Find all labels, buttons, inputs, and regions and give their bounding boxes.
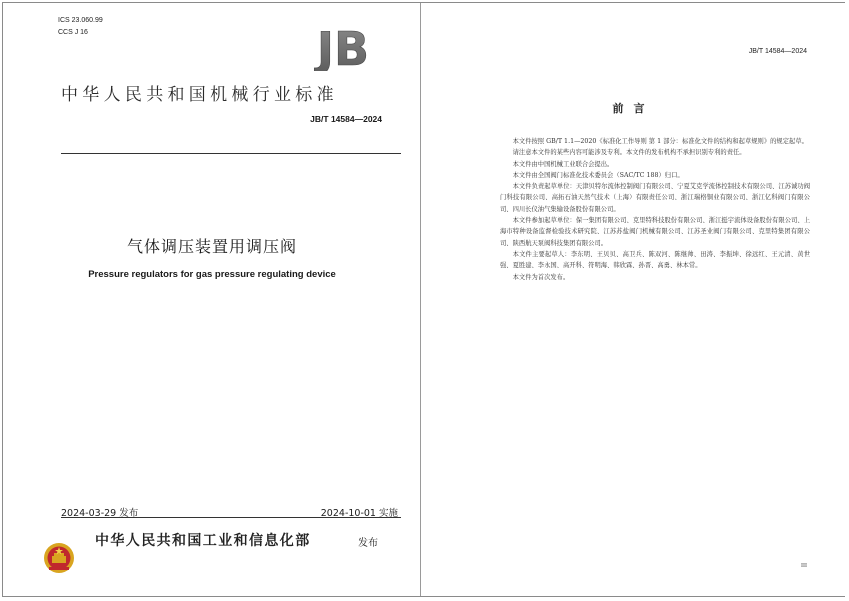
- bottom-divider: [61, 517, 401, 518]
- top-divider: [61, 153, 401, 154]
- foreword-body: [500, 136, 810, 283]
- cover-page: [3, 3, 421, 596]
- national-emblem-icon: [43, 541, 75, 575]
- implement-date: 2024-10-01 实施: [320, 508, 398, 519]
- foreword-paragraph: 本文件参加起草单位：保一集团有限公司、克里特科技股份有限公司、浙江挺宇流体设备股份有限公司、上海市特种设备监督检验技术研究院、江苏苏盐阀门机械有限公司、江苏圣业阀门有限公司、克里特集团有限公司、陕西航天泵阀科技集团有限公司。: [500, 217, 810, 247]
- issuing-ministry: 中华人民共和国工业和信息化部: [95, 533, 311, 549]
- foreword-paragraph: 本文件按照 GB/T 1.1—2020《标准化工作导则 第 1 部分：标准化文件的结构和起草规则》的规定起草。: [512, 138, 808, 145]
- foreword-paragraph: 本文件由中国机械工业联合会提出。: [512, 160, 614, 168]
- jb-logo: [303, 25, 383, 71]
- issue-label: 发布: [358, 538, 378, 549]
- foreword-paragraph: 本文件为首次发布。: [512, 273, 570, 281]
- header-standard-number: JB/T 14584—2024: [748, 48, 807, 55]
- title-chinese: 气体调压装置用调压阀: [126, 237, 297, 256]
- foreword-page: [422, 3, 845, 596]
- page-number: III: [801, 563, 807, 569]
- foreword-heading: 前言: [612, 102, 655, 115]
- industry-standard-title: 中华人民共和国机械行业标准: [61, 85, 338, 105]
- svg-text:JB: JB: [316, 25, 370, 71]
- ics-code: ICS 23.060.99: [58, 17, 103, 24]
- title-english: Pressure regulators for gas pressure regulating device: [88, 269, 336, 280]
- standard-number: JB/T 14584—2024: [310, 114, 382, 124]
- ccs-code: CCS J 16: [58, 29, 88, 36]
- foreword-paragraph: 请注意本文件的某些内容可能涉及专利。本文件的发布机构不承担识别专利的责任。: [512, 149, 746, 157]
- foreword-paragraph: 本文件由全国阀门标准化技术委员会（SAC/TC 188）归口。: [512, 171, 684, 179]
- foreword-paragraph: 本文件负责起草单位：天津贝特尔流体控制阀门有限公司、宁夏艾克学流体控制技术有限公司、江苏诚功阀门科技有限公司、高拓石油天然气技术（上海）有限责任公司、浙江瑞格铜业有限公司、浙江亿科阀门有限公司、四川长仪油气集输设备股份有限公司。: [500, 183, 810, 213]
- publish-date: 2024-03-29 发布: [61, 508, 139, 519]
- foreword-paragraph: 本文件主要起草人：李东明、王贝贝、高卫兵、陈双河、陈继帅、田涛、李振坤、徐远红、王元清、黄世强、夏胜建、李永国、高开科、符明海、韩欣霖、孙晋、高勇、林本常。: [500, 250, 810, 270]
